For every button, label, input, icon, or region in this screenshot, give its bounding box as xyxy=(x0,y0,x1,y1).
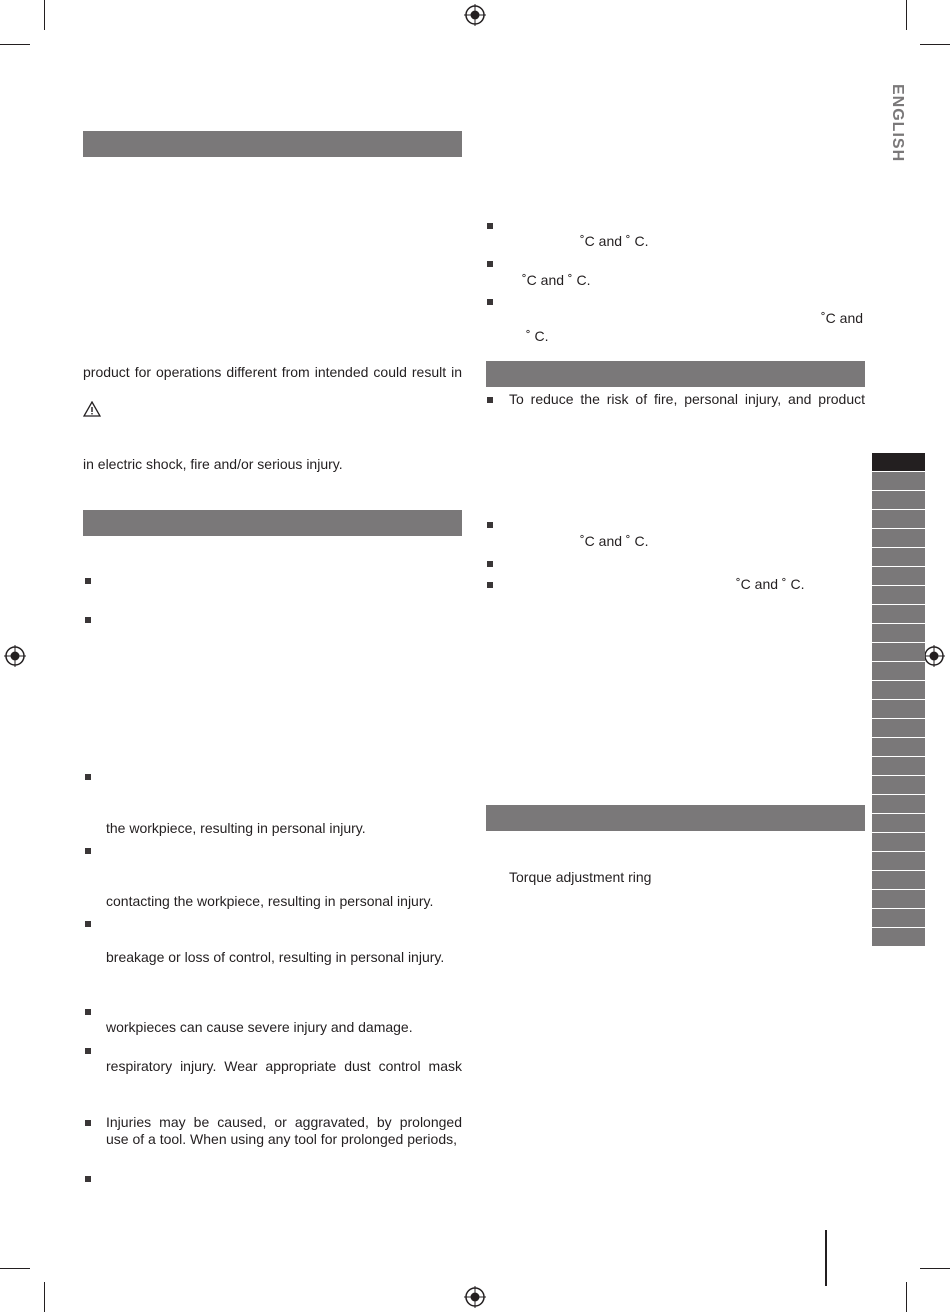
bullet xyxy=(487,522,493,528)
safety-item-text: the workpiece, resulting in personal injury. xyxy=(106,820,366,836)
bullet xyxy=(487,223,493,229)
language-tab xyxy=(872,661,925,680)
bullet xyxy=(487,397,493,403)
bullet xyxy=(85,578,91,584)
temperature-range-text: ˚C and xyxy=(821,310,864,326)
temperature-range-text: ˚C and ˚ C. xyxy=(736,576,805,592)
temperature-range-text: ˚C and ˚ C. xyxy=(580,533,649,549)
intended-use-text: product for operations different from intended could result in xyxy=(83,364,462,380)
language-label: ENGLISH xyxy=(889,84,906,163)
language-tab xyxy=(872,642,925,661)
crop-mark xyxy=(920,1268,950,1269)
temperature-range-text: ˚ C. xyxy=(526,328,549,344)
bullet xyxy=(85,617,91,623)
language-tab xyxy=(872,699,925,718)
crop-mark xyxy=(920,44,950,45)
fire-risk-text: To reduce the risk of fire, personal injury, and product xyxy=(509,391,865,407)
bullet xyxy=(85,1048,91,1054)
section-header-bar xyxy=(83,510,462,536)
bullet xyxy=(487,261,493,267)
bullet xyxy=(85,1009,91,1015)
language-tab-active xyxy=(872,452,925,471)
bullet xyxy=(487,561,493,567)
crop-mark xyxy=(44,0,45,30)
language-tab xyxy=(872,490,925,509)
section-header-bar xyxy=(83,131,462,157)
language-tab xyxy=(872,775,925,794)
prolonged-use-text: use of a tool. When using any tool for prolonged periods, xyxy=(106,1131,457,1147)
language-tab xyxy=(872,870,925,889)
temperature-range-text: ˚C and ˚ C. xyxy=(580,233,649,249)
language-tab xyxy=(872,471,925,490)
section-header-bar xyxy=(486,805,865,831)
registration-mark-icon xyxy=(464,4,486,26)
bullet xyxy=(487,582,493,588)
crop-mark xyxy=(0,44,30,45)
language-tab xyxy=(872,832,925,851)
safety-item-text: contacting the workpiece, resulting in personal injury. xyxy=(106,893,434,909)
bullet xyxy=(85,1120,91,1126)
language-tab xyxy=(872,908,925,927)
bullet xyxy=(85,848,91,854)
crop-mark xyxy=(44,1282,45,1312)
language-tab xyxy=(872,585,925,604)
prolonged-use-text: Injuries may be caused, or aggravated, by prolonged xyxy=(106,1114,462,1130)
warning-text: in electric shock, fire and/or serious injury. xyxy=(83,456,343,472)
language-tab xyxy=(872,680,925,699)
bullet xyxy=(85,774,91,780)
language-tab xyxy=(872,737,925,756)
temperature-range-text: ˚C and ˚ C. xyxy=(522,272,591,288)
registration-mark-icon xyxy=(923,645,945,667)
bullet xyxy=(487,299,493,305)
language-tab xyxy=(872,718,925,737)
safety-item-text: respiratory injury. Wear appropriate dust control mask xyxy=(106,1058,462,1074)
language-tab xyxy=(872,566,925,585)
safety-item-text: breakage or loss of control, resulting in personal injury. xyxy=(106,949,445,965)
language-tab xyxy=(872,604,925,623)
bullet xyxy=(85,1176,91,1182)
language-tab xyxy=(872,528,925,547)
language-tab xyxy=(872,547,925,566)
language-tab xyxy=(872,794,925,813)
section-header-bar xyxy=(486,361,865,387)
crop-mark xyxy=(906,0,907,30)
language-tab xyxy=(872,509,925,528)
language-tab xyxy=(872,623,925,642)
registration-mark-icon xyxy=(4,645,26,667)
registration-mark-icon xyxy=(464,1286,486,1308)
language-tab xyxy=(872,851,925,870)
crop-mark xyxy=(906,1282,907,1312)
warning-triangle-icon xyxy=(83,401,101,417)
language-tab xyxy=(872,889,925,908)
safety-item-text: workpieces can cause severe injury and damage. xyxy=(106,1019,413,1035)
language-tab xyxy=(872,927,925,946)
language-tab xyxy=(872,756,925,775)
language-tab xyxy=(872,813,925,832)
torque-adjustment-ring-label: Torque adjustment ring xyxy=(509,869,652,885)
crop-mark xyxy=(0,1268,30,1269)
bullet xyxy=(85,921,91,927)
page-edge-line xyxy=(825,1230,827,1286)
